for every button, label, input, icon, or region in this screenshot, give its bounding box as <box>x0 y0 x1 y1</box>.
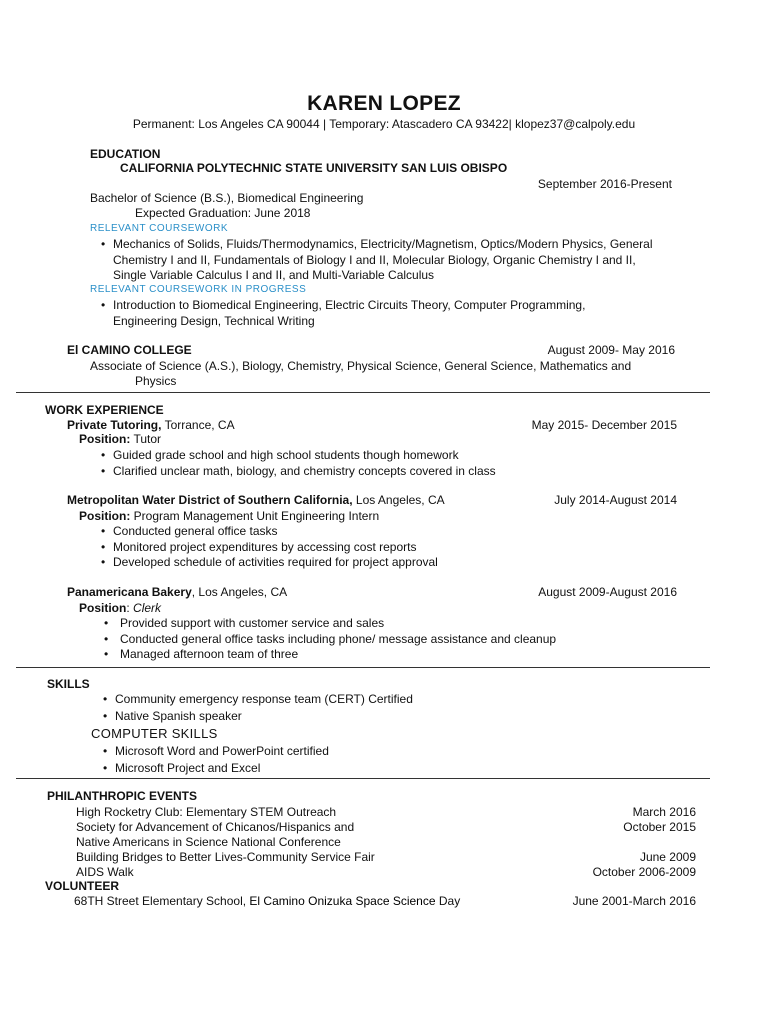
list-item <box>101 524 438 540</box>
job-title-tutoring <box>67 418 235 433</box>
event-name: High Rocketry Club: Elementary STEM Outreach <box>76 805 337 819</box>
event-date: October 2006-2009 <box>592 865 696 879</box>
bullet-icon: • <box>101 448 106 462</box>
coursework-list <box>101 237 653 284</box>
skills-heading: SKILLS <box>47 677 90 691</box>
bullet-icon: • <box>101 463 106 478</box>
job-position-bakery: Position: Clerk <box>79 601 162 615</box>
section-divider <box>16 392 710 393</box>
resume-name: KAREN LOPEZ <box>307 92 461 115</box>
event-date: October 2015 <box>623 820 696 834</box>
skill-text: Community emergency response team (CERT) Certified <box>115 692 413 706</box>
list-item <box>101 448 496 464</box>
expected-graduation: Expected Graduation: June 2018 <box>135 206 311 220</box>
employer-name: Metropolitan Water District of Southern California, <box>67 493 353 507</box>
list-item <box>101 464 496 480</box>
list-item <box>104 616 556 632</box>
job-date-mwd: July 2014-August 2014 <box>554 493 677 507</box>
skill-text: Native Spanish speaker <box>115 708 242 723</box>
job-title-mwd <box>67 493 445 508</box>
volunteer-text-1: 68TH Street Elementary School, <box>74 894 250 908</box>
section-divider <box>16 778 710 779</box>
coursework-progress-list <box>101 298 585 329</box>
school-date-calpoly: September 2016-Present <box>537 177 672 191</box>
employer-location: Torrance, CA <box>161 418 235 432</box>
school-date-elcamino: August 2009- May 2016 <box>547 343 675 357</box>
bullet-icon: • <box>103 744 108 758</box>
event-name: AIDS Walk <box>76 865 134 879</box>
list-item <box>103 761 329 777</box>
bullet-icon: • <box>101 555 106 569</box>
job-title-bakery <box>67 585 287 600</box>
skill-text: Microsoft Word and PowerPoint certified <box>115 744 329 758</box>
job-date-tutoring: May 2015- December 2015 <box>531 418 677 432</box>
position-value: Tutor <box>130 432 162 446</box>
bullet-icon: • <box>104 616 109 630</box>
progress-text-1: Introduction to Biomedical Engineering, Electric Circuits Theory, Computer Programming, <box>113 298 586 312</box>
bullet-icon: • <box>104 631 109 646</box>
coursework-item <box>101 237 653 284</box>
coursework-progress-label: RELEVANT COURSEWORK IN PROGRESS <box>90 284 307 295</box>
event-name: Native Americans in Science National Conference <box>76 835 341 849</box>
contact-line: Permanent: Los Angeles CA 90044 | Temporary: Atascadero CA 93422| klopez37@calpoly.edu <box>132 117 636 131</box>
bullet-text: Provided support with customer service and sales <box>120 616 385 630</box>
coursework-text-3: Single Variable Calculus I and II, and Multi-Variable Calculus <box>113 268 435 282</box>
list-item <box>103 692 413 708</box>
bullet-icon: • <box>104 647 109 661</box>
volunteer-text-3: Day <box>435 894 461 908</box>
event-date: March 2016 <box>632 805 696 819</box>
bullet-text: Clarified unclear math, biology, and chemistry concepts covered in class <box>113 463 496 478</box>
event-name: Building Bridges to Better Lives-Community Service Fair <box>76 850 375 864</box>
list-item <box>104 632 556 648</box>
list-item <box>103 709 413 725</box>
event-date: June 2009 <box>639 850 696 864</box>
degree-elcamino-line2: Physics <box>135 374 177 388</box>
job-bullets-tutoring <box>101 448 496 479</box>
bullet-text: Conducted general office tasks including phone/ message assistance and cleanup <box>120 631 557 646</box>
bullet-icon: • <box>101 524 106 538</box>
computer-skills-list <box>103 744 329 776</box>
bullet-text: Conducted general office tasks <box>113 524 278 538</box>
section-divider <box>16 667 710 668</box>
bullet-icon: • <box>103 708 108 723</box>
coursework-text-2: Chemistry I and II, Fundamentals of Biology I and II, Molecular Biology, Organic Chemistry I and II, <box>113 252 636 267</box>
coursework-progress-item <box>101 298 585 329</box>
volunteer-date: June 2001-March 2016 <box>572 894 696 908</box>
position-label: Position <box>79 601 127 615</box>
skills-list <box>103 692 413 724</box>
list-item <box>101 540 438 556</box>
list-item <box>103 744 329 760</box>
position-label: Position: <box>79 509 131 523</box>
job-bullets-mwd <box>101 524 438 571</box>
employer-location: , Los Angeles, CA <box>191 585 288 599</box>
volunteer-text-2: El Camino Onizuka Space Science <box>249 894 436 908</box>
coursework-text-1: Mechanics of Solids, Fluids/Thermodynamics, Electricity/Magnetism, Optics/Modern Physics, General <box>113 237 653 251</box>
volunteer-heading: VOLUNTEER <box>45 879 120 893</box>
school-name-calpoly: CALIFORNIA POLYTECHNIC STATE UNIVERSITY SAN LUIS OBISPO <box>120 161 508 175</box>
computer-skills-heading: COMPUTER SKILLS <box>91 726 218 741</box>
degree-calpoly: Bachelor of Science (B.S.), Biomedical Engineering <box>90 191 364 205</box>
degree-elcamino-line1: Associate of Science (A.S.), Biology, Chemistry, Physical Science, General Science, Mathematics and <box>90 359 632 373</box>
bullet-icon: • <box>101 298 106 312</box>
philanthropic-heading: PHILANTHROPIC EVENTS <box>47 789 198 803</box>
education-heading: EDUCATION <box>90 147 161 161</box>
list-item <box>101 555 438 571</box>
job-date-bakery: August 2009-August 2016 <box>538 585 677 599</box>
position-value: Program Management Unit Engineering Intern <box>130 509 380 523</box>
employer-name: Panamericana Bakery <box>67 585 192 599</box>
bullet-icon: • <box>103 760 108 775</box>
bullet-text: Managed afternoon team of three <box>120 647 299 661</box>
employer-name: Private Tutoring, <box>67 418 162 432</box>
progress-text-2: Engineering Design, Technical Writing <box>113 313 315 328</box>
volunteer-entry <box>74 894 460 909</box>
bullet-text: Guided grade school and high school students though homework <box>113 448 459 462</box>
position-value: Clerk <box>129 601 162 615</box>
list-item <box>104 647 556 663</box>
job-position-mwd <box>79 509 379 524</box>
bullet-icon: • <box>101 539 106 554</box>
job-position-tutoring <box>79 432 161 447</box>
job-bullets-bakery <box>104 616 556 663</box>
employer-location: Los Angeles, CA <box>352 493 445 507</box>
skill-text: Microsoft Project and Excel <box>115 760 261 775</box>
position-label: Position: <box>79 432 131 446</box>
bullet-icon: • <box>101 237 106 251</box>
bullet-text: Developed schedule of activities required for project approval <box>113 555 438 569</box>
work-heading: WORK EXPERIENCE <box>45 403 164 417</box>
event-name: Society for Advancement of Chicanos/Hispanics and <box>76 820 355 834</box>
school-name-elcamino: El CAMINO COLLEGE <box>67 343 192 357</box>
bullet-text: Monitored project expenditures by accessing cost reports <box>113 539 417 554</box>
coursework-label: RELEVANT COURSEWORK <box>90 223 229 234</box>
bullet-icon: • <box>103 692 108 706</box>
